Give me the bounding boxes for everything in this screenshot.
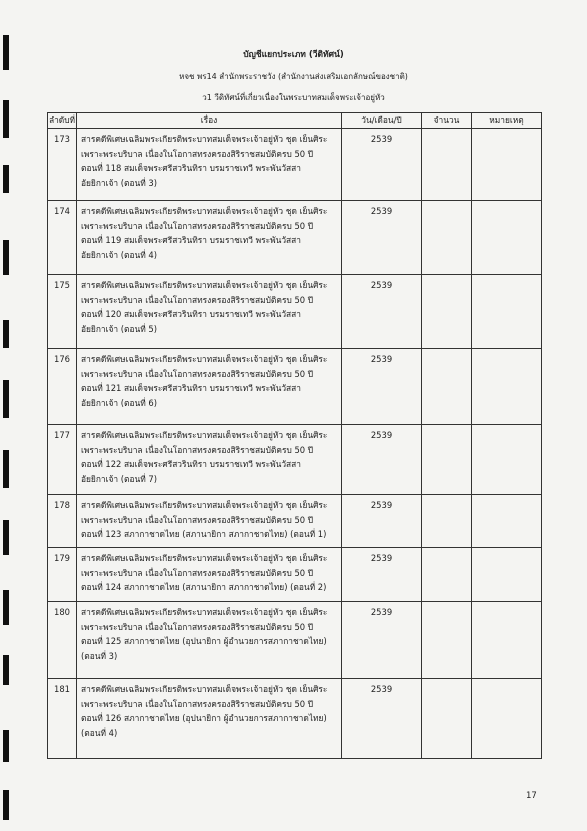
binding-mark — [3, 450, 9, 488]
subject-line: สารคดีพิเศษเฉลิมพระเกียรติพระบาทสมเด็จพระเจ้าอยู่หัว ชุด เย็นศิระ — [81, 430, 328, 440]
table-row — [48, 602, 542, 679]
table-row — [48, 201, 542, 275]
binding-mark — [3, 380, 9, 418]
row-remark — [472, 275, 542, 349]
row-date: 2539 — [342, 548, 422, 602]
table-row — [48, 129, 542, 201]
subject-line: สารคดีพิเศษเฉลิมพระเกียรติพระบาทสมเด็จพระเจ้าอยู่หัว ชุด เย็นศิระ — [81, 684, 328, 694]
subject-line: ตอนที่ 122 สมเด็จพระศรีสวรินทิรา บรมราชเทวี พระพันวัสสา — [81, 459, 301, 470]
table-row — [48, 495, 542, 548]
table-header-row — [48, 113, 542, 129]
subject-line: (ตอนที่ 4) — [81, 727, 118, 738]
subject-line: เพราะพระบริบาล เนื่องในโอกาสทรงครองสิริราชสมบัติครบ 50 ปี — [81, 444, 314, 455]
row-number: 173 — [48, 129, 77, 201]
row-number: 180 — [48, 602, 77, 679]
document-subtitle: หจช พร14 สำนักพระราชวัง (สำนักงานส่งเสริมเอกลักษณ์ของชาติ) — [179, 72, 408, 81]
subject-line: สารคดีพิเศษเฉลิมพระเกียรติพระบาทสมเด็จพระเจ้าอยู่หัว ชุด เย็นศิระ — [81, 134, 328, 144]
row-subject — [77, 679, 342, 759]
subject-line: อัยยิกาเจ้า (ตอนที่ 4) — [81, 249, 157, 260]
subject-line: ตอนที่ 120 สมเด็จพระศรีสวรินทิรา บรมราชเทวี พระพันวัสสา — [81, 309, 301, 320]
row-number: 177 — [48, 425, 77, 495]
column-header-quantity: จำนวน — [422, 113, 472, 129]
row-number: 179 — [48, 548, 77, 602]
row-remark — [472, 201, 542, 275]
row-number: 178 — [48, 495, 77, 548]
subject-line: ตอนที่ 119 สมเด็จพระศรีสวรินทิรา บรมราชเทวี พระพันวัสสา — [81, 235, 301, 246]
row-date: 2539 — [342, 201, 422, 275]
row-number: 175 — [48, 275, 77, 349]
row-remark — [472, 548, 542, 602]
row-date: 2539 — [342, 275, 422, 349]
table-row — [48, 275, 542, 349]
subject-line: สารคดีพิเศษเฉลิมพระเกียรติพระบาทสมเด็จพระเจ้าอยู่หัว ชุด เย็นศิระ — [81, 354, 328, 364]
column-header-date: วัน/เดือน/ปี — [342, 113, 422, 129]
row-subject — [77, 275, 342, 349]
row-date: 2539 — [342, 679, 422, 759]
subject-line: เพราะพระบริบาล เนื่องในโอกาสทรงครองสิริราชสมบัติครบ 50 ปี — [81, 368, 314, 379]
row-quantity — [422, 425, 472, 495]
subject-line: ตอนที่ 124 สภากาชาดไทย (สภานายิกา สภากาชาดไทย) (ตอนที่ 2) — [81, 582, 327, 593]
row-subject — [77, 425, 342, 495]
binding-mark — [3, 100, 9, 138]
row-remark — [472, 602, 542, 679]
row-number: 174 — [48, 201, 77, 275]
row-remark — [472, 129, 542, 201]
row-quantity — [422, 349, 472, 425]
table-body — [48, 129, 542, 759]
subject-line: อัยยิกาเจ้า (ตอนที่ 7) — [81, 473, 157, 484]
row-remark — [472, 349, 542, 425]
row-remark — [472, 679, 542, 759]
table-row — [48, 679, 542, 759]
table-row — [48, 548, 542, 602]
row-remark — [472, 425, 542, 495]
document-subtitle: ว1 วีดิทัศน์ที่เกี่ยวเนื่องในพระบาทสมเด็จพระเจ้าอยู่หัว — [202, 93, 385, 102]
row-quantity — [422, 602, 472, 679]
row-date: 2539 — [342, 425, 422, 495]
subject-line: ตอนที่ 126 สภากาชาดไทย (อุปนายิกา ผู้อำนวยการสภากาชาดไทย) — [81, 713, 327, 724]
subject-line: สารคดีพิเศษเฉลิมพระเกียรติพระบาทสมเด็จพระเจ้าอยู่หัว ชุด เย็นศิระ — [81, 500, 328, 510]
row-subject — [77, 548, 342, 602]
binding-mark — [3, 520, 9, 555]
row-date: 2539 — [342, 495, 422, 548]
subject-line: อัยยิกาเจ้า (ตอนที่ 6) — [81, 397, 157, 408]
subject-line: (ตอนที่ 3) — [81, 650, 118, 661]
subject-line: สารคดีพิเศษเฉลิมพระเกียรติพระบาทสมเด็จพระเจ้าอยู่หัว ชุด เย็นศิระ — [81, 206, 328, 216]
row-subject — [77, 495, 342, 548]
table-row — [48, 349, 542, 425]
subject-line: เพราะพระบริบาล เนื่องในโอกาสทรงครองสิริราชสมบัติครบ 50 ปี — [81, 698, 314, 709]
subject-line: เพราะพระบริบาล เนื่องในโอกาสทรงครองสิริราชสมบัติครบ 50 ปี — [81, 220, 314, 231]
subject-line: เพราะพระบริบาล เนื่องในโอกาสทรงครองสิริราชสมบัติครบ 50 ปี — [81, 621, 314, 632]
row-subject — [77, 602, 342, 679]
row-subject — [77, 129, 342, 201]
row-number: 176 — [48, 349, 77, 425]
subject-line: อัยยิกาเจ้า (ตอนที่ 5) — [81, 323, 157, 334]
subject-line: สารคดีพิเศษเฉลิมพระเกียรติพระบาทสมเด็จพระเจ้าอยู่หัว ชุด เย็นศิระ — [81, 280, 328, 290]
row-subject — [77, 201, 342, 275]
row-quantity — [422, 201, 472, 275]
subject-line: สารคดีพิเศษเฉลิมพระเกียรติพระบาทสมเด็จพระเจ้าอยู่หัว ชุด เย็นศิระ — [81, 607, 328, 617]
subject-line: สารคดีพิเศษเฉลิมพระเกียรติพระบาทสมเด็จพระเจ้าอยู่หัว ชุด เย็นศิระ — [81, 553, 328, 563]
binding-mark — [3, 590, 9, 625]
row-quantity — [422, 679, 472, 759]
table-row — [48, 425, 542, 495]
row-date: 2539 — [342, 129, 422, 201]
column-header-order: ลำดับที่ — [48, 113, 77, 129]
column-header-subject: เรื่อง — [77, 113, 342, 129]
binding-mark — [3, 730, 9, 762]
subject-line: เพราะพระบริบาล เนื่องในโอกาสทรงครองสิริราชสมบัติครบ 50 ปี — [81, 514, 314, 525]
binding-mark — [3, 320, 9, 348]
row-number: 181 — [48, 679, 77, 759]
subject-line: เพราะพระบริบาล เนื่องในโอกาสทรงครองสิริราชสมบัติครบ 50 ปี — [81, 294, 314, 305]
subject-line: ตอนที่ 123 สภากาชาดไทย (สภานายิกา สภากาชาดไทย) (ตอนที่ 1) — [81, 529, 327, 540]
subject-line: เพราะพระบริบาล เนื่องในโอกาสทรงครองสิริราชสมบัติครบ 50 ปี — [81, 148, 314, 159]
subject-line: ตอนที่ 118 สมเด็จพระศรีสวรินทิรา บรมราชเทวี พระพันวัสสา — [81, 163, 301, 174]
subject-line: อัยยิกาเจ้า (ตอนที่ 3) — [81, 177, 157, 188]
column-header-remark: หมายเหตุ — [472, 113, 542, 129]
page-number: 17 — [526, 791, 537, 801]
binding-mark — [3, 165, 9, 193]
register-table — [47, 112, 542, 759]
row-date: 2539 — [342, 349, 422, 425]
binding-mark — [3, 655, 9, 685]
row-remark — [472, 495, 542, 548]
document-title: บัญชีแยกประเภท (วีดิทัศน์) — [243, 50, 344, 60]
subject-line: ตอนที่ 121 สมเด็จพระศรีสวรินทิรา บรมราชเทวี พระพันวัสสา — [81, 383, 301, 394]
binding-mark — [3, 240, 9, 275]
subject-line: เพราะพระบริบาล เนื่องในโอกาสทรงครองสิริราชสมบัติครบ 50 ปี — [81, 567, 314, 578]
row-date: 2539 — [342, 602, 422, 679]
subject-line: ตอนที่ 125 สภากาชาดไทย (อุปนายิกา ผู้อำนวยการสภากาชาดไทย) — [81, 636, 327, 647]
row-quantity — [422, 548, 472, 602]
binding-mark — [3, 790, 9, 820]
row-quantity — [422, 275, 472, 349]
row-quantity — [422, 495, 472, 548]
row-quantity — [422, 129, 472, 201]
row-subject — [77, 349, 342, 425]
